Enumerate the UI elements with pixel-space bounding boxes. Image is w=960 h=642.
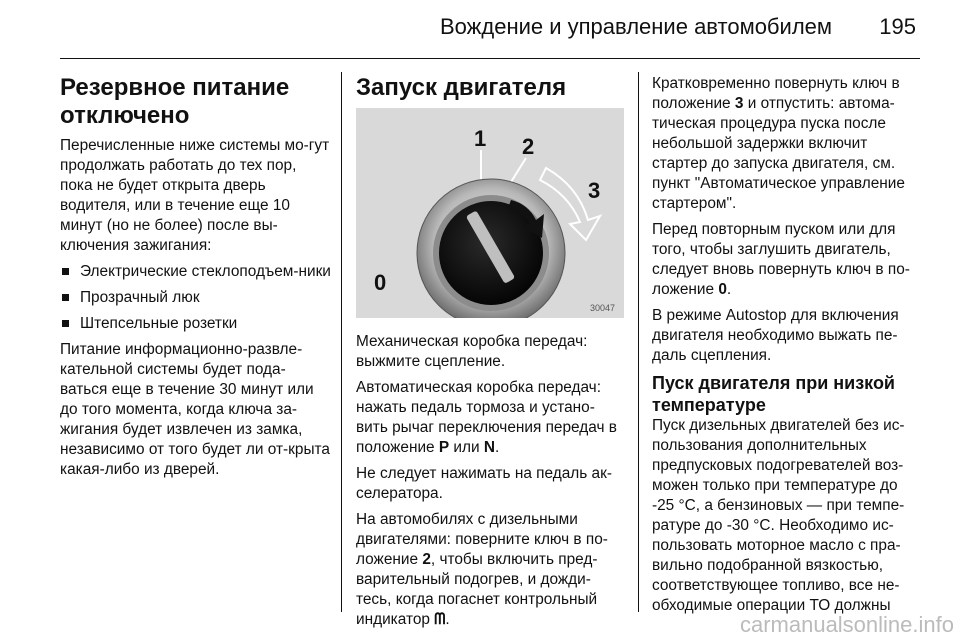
heading-line-2: отключено — [60, 102, 190, 129]
page-header-title: Вождение и управление автомобилем — [440, 14, 833, 39]
text-run: или — [449, 439, 484, 456]
systems-list — [60, 262, 332, 334]
automatic-gearbox-paragraph — [356, 378, 624, 458]
label-position-2: 2 — [522, 134, 535, 159]
label-position-3: 3 — [588, 178, 601, 203]
header-divider — [60, 58, 920, 59]
autostop-paragraph: В режиме Autostop для включения двигателя необходимо выжать пе-даль сцепления. — [652, 307, 899, 364]
diesel-paragraph — [356, 510, 624, 630]
gear-p-label: P — [438, 439, 450, 456]
page-number: 195 — [879, 14, 916, 39]
glow-plug-indicator-icon: ᗰ — [434, 611, 446, 628]
column-middle — [356, 74, 624, 636]
label-position-1: 1 — [474, 126, 487, 151]
key-position-3-label: 3 — [734, 95, 744, 112]
text-run: , чтобы включить пред-варительный подогрев, и дожди-тесь, когда погаснет контрольный индикатор — [356, 551, 598, 628]
ignition-switch-figure — [356, 108, 624, 318]
accelerator-paragraph: Не следует нажимать на педаль ак-селератора. — [356, 465, 612, 502]
text-run: Кратковременно повернуть ключ в положение — [652, 75, 900, 112]
text-run: . — [726, 281, 732, 298]
text-run: На автомобилях с дизельными двигателями: поверните ключ в по-ложение — [356, 511, 608, 568]
column-right — [652, 74, 922, 622]
key-position-2-label: 2 — [422, 551, 431, 568]
gear-n-label: N — [483, 439, 496, 456]
label-position-0: 0 — [374, 270, 387, 295]
section-heading-engine-start: Запуск двигателя — [356, 74, 567, 101]
text-run: и отпустить: автома-тическая процедура пуска после небольшой задержки включит стартер до запуска двигателя, см. пункт "Автоматическое управление стартером". — [652, 95, 905, 212]
column-left — [60, 74, 332, 486]
manual-gearbox-paragraph: Механическая коробка передач: выжмите сцепление. — [356, 333, 588, 370]
text-run: . — [445, 611, 450, 628]
list-item: Прозрачный люк — [60, 288, 332, 308]
key-position-0-label: 0 — [718, 281, 727, 298]
subheading-cold-start: Пуск двигателя при низкой температуре — [652, 373, 895, 415]
column-divider-2 — [638, 72, 639, 612]
list-item: Штепсельные розетки — [60, 314, 332, 334]
watermark: carmanualsonline.info — [739, 612, 954, 637]
intro-paragraph: Перечисленные ниже системы мо-гут продолжать работать до тех пор, пока не будет открыта дверь водителя, или в течение еще 10 минут (но не более) после вы-ключения зажигания: — [60, 137, 330, 254]
outro-paragraph: Питание информационно-развле-кательной системы будет пода-ваться еще в течение 30 минут или до того момента, когда ключа за-жигания будет извлечен из замка, независимо от того будет ли от-крыта какая-либо из дверей. — [60, 341, 330, 478]
cold-start-paragraph: Пуск дизельных двигателей без ис-пользования дополнительных предпусковых подогревателей воз-можен только при температуре до -25 °C, а бензиновых — при темпе-ратуре до -30 °C. Необходимо ис-пользовать моторное масло с пра-вильно подобранной вязкостью, соответствующее топливо, все не-обходимые операции ТО должны — [652, 417, 905, 614]
start-procedure-paragraph — [652, 74, 922, 214]
text-run: . — [495, 439, 500, 456]
column-divider-1 — [341, 72, 342, 612]
ignition-switch-illustration — [356, 108, 624, 318]
restart-paragraph — [652, 220, 922, 300]
text-run: Перед повторным пуском или для того, чтобы заглушить двигатель, следует вновь повернуть ключ в по-ложение — [652, 221, 910, 298]
heading-line-1: Резервное питание — [60, 74, 290, 101]
list-item: Электрические стеклоподъем-ники — [60, 262, 332, 282]
figure-number: 30047 — [590, 303, 616, 313]
section-heading-backup-power — [60, 74, 332, 130]
text-run: Автоматическая коробка передач: нажать педаль тормоза и устано-вить рычаг переключения передач в положение — [356, 379, 617, 456]
